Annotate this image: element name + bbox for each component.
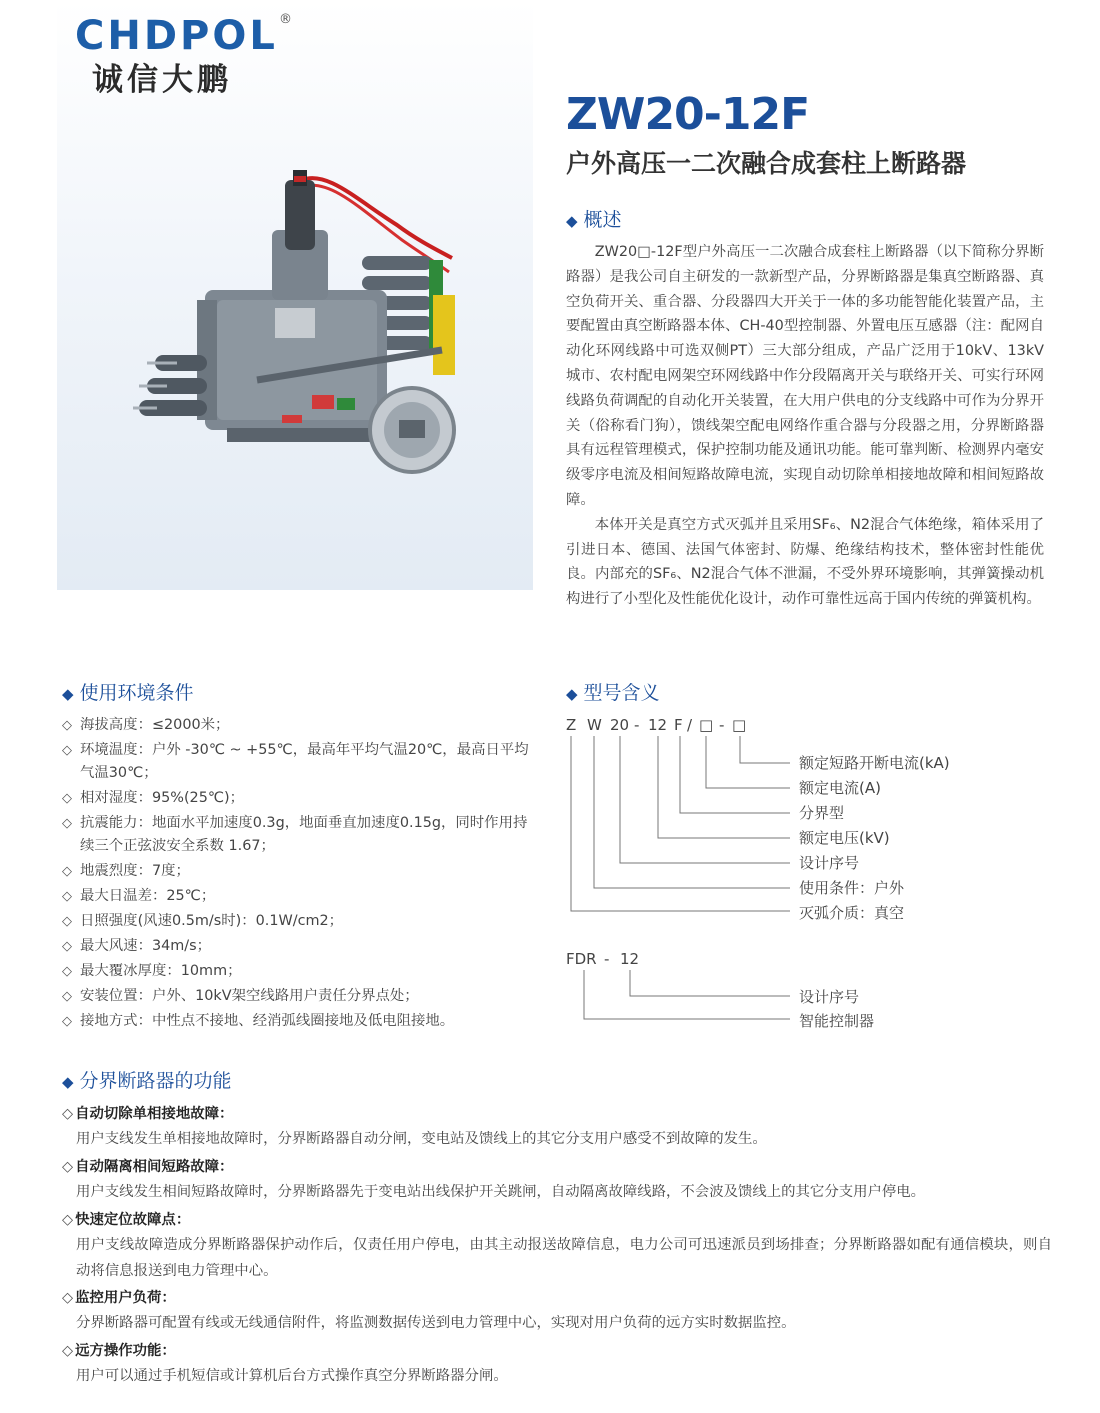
diamond-icon: ◆: [62, 685, 74, 703]
fdr-label: 智能控制器: [799, 1012, 875, 1030]
registered-mark: ®: [279, 12, 292, 27]
overview-paragraph-2: 本体开关是真空方式灭弧并且采用SF₆、N2混合气体绝缘，箱体采用了引进日本、德国、法国气体密封、防爆、绝缘结构技术，整体密封性能优良。内部充的SF₆、N2混合气体不泄漏，不受外界环境影响，其弹簧操动机构进行了小型化及性能优化设计，动作可靠性远高于国内传统的弹簧机构。: [566, 516, 1044, 608]
environment-heading: ◆ 使用环境条件: [62, 682, 194, 704]
environment-list: [62, 714, 537, 1035]
overview-heading: ◆ 概述: [566, 209, 622, 231]
code-part: 12: [648, 716, 668, 734]
code-part: F: [674, 716, 683, 734]
fdr-part: 12: [620, 950, 640, 968]
model-code-diagram: [560, 712, 980, 1032]
list-item: ◇ 海拔高度：≤2000米；: [62, 714, 537, 737]
fdr-part: -: [604, 950, 610, 968]
function-item: ◇ 自动切除单相接地故障： 用户支线发生单相接地故障时，分界断路器自动分闸，变电站及馈线上的其它分支用户感受不到故障的发生。: [62, 1106, 767, 1147]
list-item: ◇ 环境温度：户外 -30℃ ~ +55℃，最高年平均气温20℃，最高日平均气温30℃；: [62, 739, 537, 785]
list-item: ◇ 相对湿度：95%(25℃)；: [62, 787, 537, 810]
product-subtitle: 户外高压一二次融合成套柱上断路器: [566, 149, 967, 178]
code-label: 灭弧介质：真空: [799, 904, 905, 922]
list-item: ◇ 最大风速：34m/s；: [62, 935, 537, 958]
code-label: 分界型: [799, 804, 845, 822]
list-item: ◇ 最大日温差：25℃；: [62, 885, 537, 908]
hollow-diamond-icon: ◇: [62, 1212, 74, 1228]
hollow-diamond-icon: ◇: [62, 1159, 74, 1175]
model-meaning-heading: ◆ 型号含义: [566, 682, 660, 704]
overview-body: [566, 240, 1044, 612]
diamond-icon: ◆: [566, 212, 578, 230]
product-model: ZW20-12F: [566, 89, 810, 140]
code-label: 使用条件：户外: [799, 879, 905, 897]
diamond-icon: ◆: [566, 685, 578, 703]
hollow-diamond-icon: ◇: [62, 1343, 74, 1359]
code-label: 额定短路开断电流(kA): [799, 754, 950, 772]
brand-name-cn: 诚信大鹏: [92, 62, 232, 98]
function-item: ◇ 自动隔离相间短路故障： 用户支线发生相间短路故障时，分界断路器先于变电站出线保护开关跳闸，自动隔离故障线路，不会波及馈线上的其它分支用户停电。: [62, 1159, 926, 1200]
list-item: ◇ 抗震能力：地面水平加速度0.3g，地面垂直加速度0.15g，同时作用持续三个正弦波安全系数 1.67；: [62, 812, 537, 858]
brand-logo: CHDPOL: [75, 13, 278, 59]
hollow-diamond-icon: ◇: [62, 1106, 74, 1122]
list-item: ◇ 接地方式：中性点不接地、经消弧线圈接地及低电阻接地。: [62, 1010, 537, 1033]
fdr-label: 设计序号: [799, 988, 860, 1006]
list-item: ◇ 安装位置：户外、10kV架空线路用户责任分界点处；: [62, 985, 537, 1008]
code-part: 20: [610, 716, 630, 734]
list-item: ◇ 最大覆冰厚度：10mm；: [62, 960, 537, 983]
code-part: Z: [566, 716, 577, 734]
hollow-diamond-icon: ◇: [62, 1290, 74, 1306]
function-item: ◇ 监控用户负荷： 分界断路器可配置有线或无线通信附件，将监测数据传送到电力管理中心，实现对用户负荷的远方实时数据监控。: [62, 1290, 796, 1331]
code-label: 设计序号: [799, 854, 860, 872]
code-part: -: [634, 716, 640, 734]
function-item: ◇ 快速定位故障点： 用户支线故障造成分界断路器保护动作后，仅责任用户停电，由其主动报送故障信息，电力公司可迅速派员到场排查；分界断路器如配有通信模块，则自动将信息报送到电力管理中心。: [62, 1212, 1052, 1279]
code-part: W: [587, 716, 602, 734]
code-part: -: [719, 716, 725, 734]
diamond-icon: ◆: [62, 1073, 74, 1091]
code-label: 额定电流(A): [799, 779, 881, 797]
functions-heading: ◆ 分界断路器的功能: [62, 1070, 232, 1092]
fdr-part: FDR: [566, 950, 597, 968]
code-label: 额定电压(kV): [799, 829, 890, 847]
list-item: ◇ 日照强度(风速0.5m/s时)：0.1W/cm2；: [62, 910, 537, 933]
code-part: □: [732, 716, 747, 734]
overview-paragraph-1: ZW20□-12F型户外高压一二次融合成套柱上断路器（以下简称分界断路器）是我公司自主研发的一款新型产品，分界断路器是集真空断路器、真空负荷开关、重合器、分段器四大开关于一体的多功能智能化装置产品，主要配置由真空断路器本体、CH-40型控制器、外置电压互感器（注：配网自动化环网线路中可选双侧PT）三大部分组成，产品广泛用于10kV、13kV城市、农村配电网架空环网线路中作分段隔离开关与联络开关、可实行环网线路负荷调配的自动化开关装置，在大用户供电的分支线路中可作为分界开关（俗称看门狗），馈线架空配电网络作重合器与分段器之用，分界断路器具有远程管理模式，保护控制功能及通讯功能。能可靠判断、检测界内毫安级零序电流及相间短路故障电流，实现自动切除单相接地故障和相间短路故障。: [566, 244, 1044, 508]
code-part: /: [687, 716, 693, 734]
list-item: ◇ 地震烈度：7度；: [62, 860, 537, 883]
function-item: ◇ 远方操作功能： 用户可以通过手机短信或计算机后台方式操作真空分界断路器分闸。: [62, 1343, 508, 1384]
code-part: □: [699, 716, 714, 734]
